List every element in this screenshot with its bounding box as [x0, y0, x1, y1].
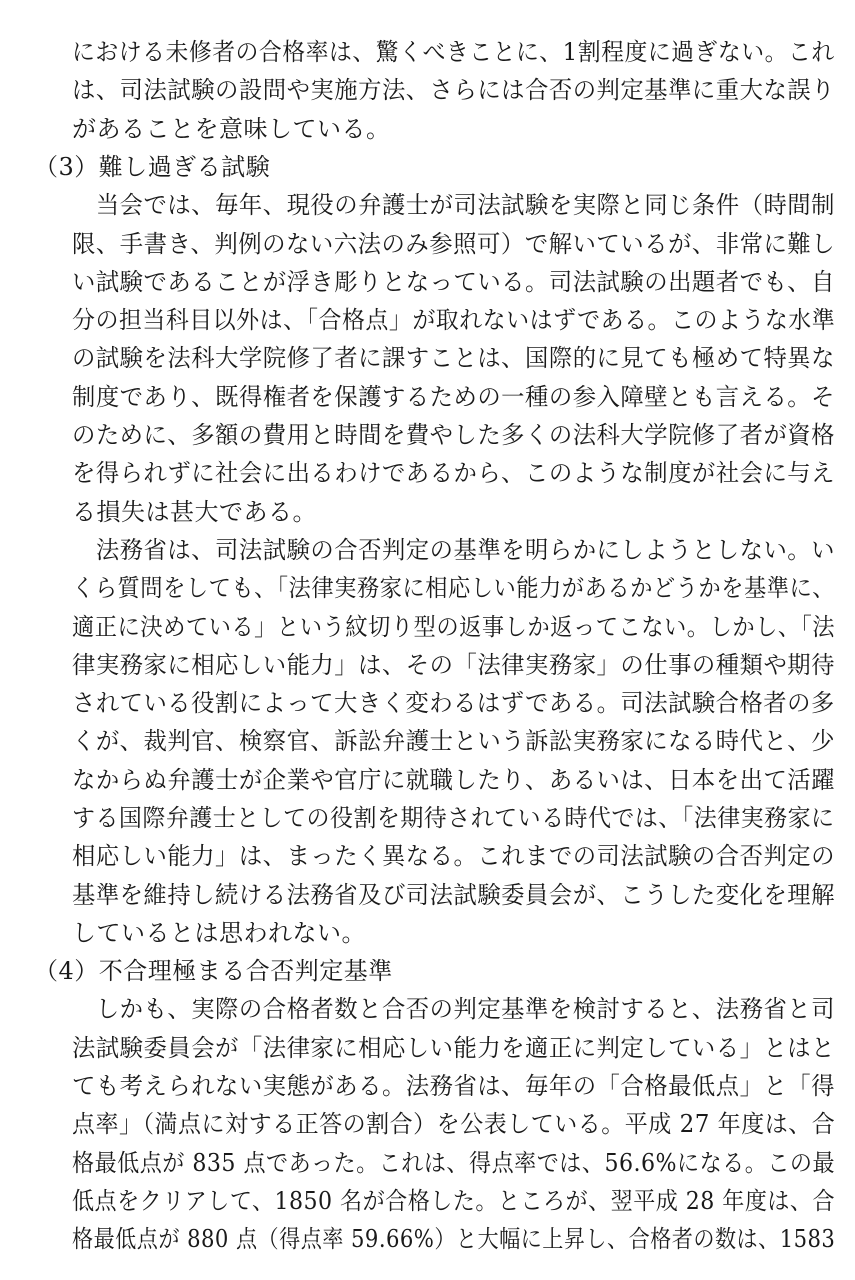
- body-text-line: 適正に決めている」という紋切り型の返事しか返ってこない。しかし、「法: [72, 613, 836, 641]
- body-text-line: 相応しい能力」は、まったく異なる。これまでの司法試験の合否判定の: [72, 842, 835, 870]
- body-text-line: る損失は甚大である。: [72, 498, 317, 526]
- body-text-line: の試験を法科大学院修了者に課すことは、国際的に見ても極めて特異な: [72, 344, 835, 372]
- body-text-line: は、司法試験の設問や実施方法、さらには合否の判定基準に重大な誤り: [72, 76, 835, 104]
- body-text-line: い試験であることが浮き彫りとなっている。司法試験の出題者でも、自: [72, 268, 835, 296]
- body-text-line: 格最低点が 835 点であった。これは、得点率では、56.6%になる。この最: [72, 1149, 836, 1177]
- body-text-line: しかも、実際の合格者数と合否の判定基準を検討すると、法務省と司: [72, 995, 835, 1023]
- body-text-line: における未修者の合格率は、驚くべきことに、1割程度に過ぎない。これ: [72, 38, 835, 66]
- body-text-line: 分の担当科目以外は、「合格点」が取れないはずである。このような水準: [72, 306, 836, 334]
- section-heading: （3）難し過ぎる試験: [34, 153, 271, 181]
- body-text-line: 律実務家に相応しい能力」は、その「法律実務家」の仕事の種類や期待: [72, 651, 835, 679]
- body-text-line: を得られずに社会に出るわけであるから、このような制度が社会に与え: [72, 459, 835, 487]
- body-text-line: 格最低点が 880 点（得点率 59.66%）と大幅に上昇し、合格者の数は、1583: [72, 1225, 836, 1253]
- body-text-line: 低点をクリアして、1850 名が合格した。ところが、翌平成 28 年度は、合: [72, 1187, 836, 1215]
- body-text-line: 制度であり、既得権者を保護するための一種の参入障壁とも言える。そ: [72, 383, 835, 411]
- body-text-line: くら質問をしても、「法律実務家に相応しい能力があるかどうかを基準に、: [72, 574, 836, 602]
- body-text-line: する国際弁護士としての役割を期待されている時代では、「法律実務家に: [72, 804, 835, 832]
- body-text-line: なからぬ弁護士が企業や官庁に就職したり、あるいは、日本を出て活躍: [72, 766, 835, 794]
- body-text-line: のために、多額の費用と時間を費やした多くの法科大学院修了者が資格: [72, 421, 835, 449]
- body-text-line: があることを意味している。: [72, 115, 391, 143]
- body-text-line: 法務省は、司法試験の合否判定の基準を明らかにしようとしない。い: [72, 536, 835, 564]
- body-text-line: ても考えられない実態がある。法務省は、毎年の「合格最低点」と「得: [72, 1072, 835, 1100]
- body-text-line: 点率」（満点に対する正答の割合）を公表している。平成 27 年度は、合: [72, 1110, 836, 1138]
- body-text-line: しているとは思われない。: [72, 919, 366, 947]
- body-text-line: 限、手書き、判例のない六法のみ参照可）で解いているが、非常に難し: [72, 230, 836, 258]
- section-heading: （4）不合理極まる合否判定基準: [34, 957, 393, 985]
- body-text-line: 基準を維持し続ける法務省及び司法試験委員会が、こうした変化を理解: [72, 881, 835, 909]
- body-text-line: されている役割によって大きく変わるはずである。司法試験合格者の多: [72, 689, 835, 717]
- body-text-line: くが、裁判官、検察官、訴訟弁護士という訴訟実務家になる時代と、少: [72, 727, 835, 755]
- body-text-line: 当会では、毎年、現役の弁護士が司法試験を実際と同じ条件（時間制: [72, 191, 835, 219]
- body-text-line: 法試験委員会が「法律家に相応しい能力を適正に判定している」とはと: [72, 1034, 835, 1062]
